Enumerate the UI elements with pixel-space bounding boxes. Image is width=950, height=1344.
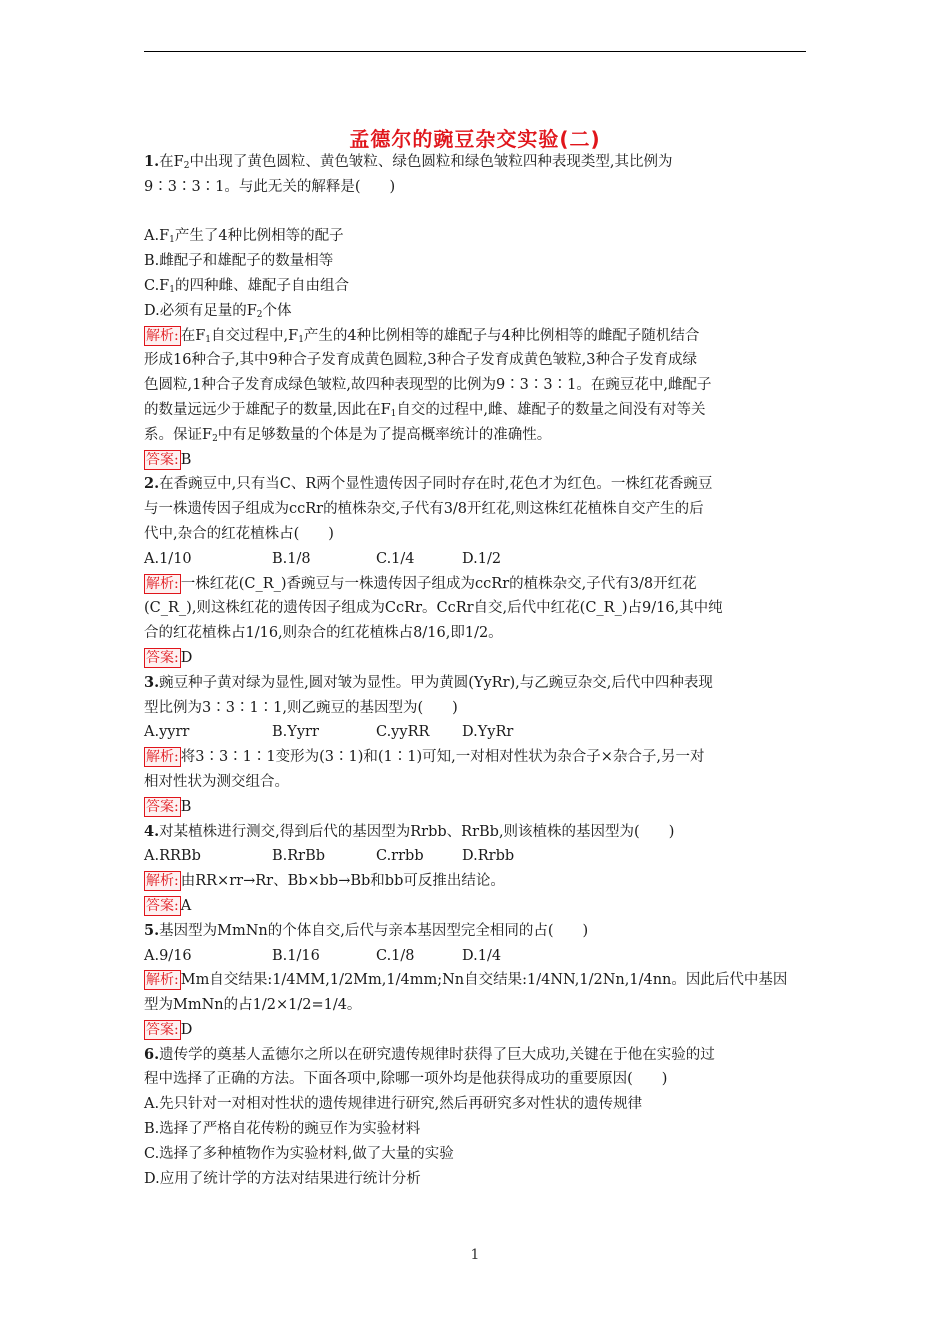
- q1-analysis-line1: 解析: 在$F_1$自交过程中$,F_1$产生的4种比例相等的雄配子与4种比例相等的雌配子随机结合: [146, 327, 700, 345]
- q6-stem-line2: 程中选择了正确的方法。下面各项中,除哪一项外均是他获得成功的重要原因( ): [144, 1071, 668, 1088]
- analysis-tag: 解析:: [146, 972, 179, 989]
- q1-stem-line2: 9∶3∶3∶1。与此无关的解释是( ): [144, 178, 396, 195]
- q3-analysis-line2: 相对性状为测交组合。: [144, 773, 289, 790]
- q4-options: [144, 844, 808, 869]
- q4-analysis-line1: 解析: 由RR×rr→Rr、Bb×bb→Bb和bb可反推出结论。: [146, 873, 505, 890]
- q1-option-c: $C.F_1$的四种雌、雄配子自由组合: [144, 277, 349, 295]
- q5-option-c: C.1/8: [376, 947, 415, 964]
- q5-option-a: A.9/16: [144, 947, 192, 964]
- answer-tag: 答案:: [146, 649, 179, 666]
- q4-option-c: C.rrbb: [376, 848, 424, 865]
- q6-option-a: A.先只针对一对相对性状的遗传规律进行研究,然后再研究多对性状的遗传规律: [144, 1096, 643, 1113]
- analysis-tag: 解析:: [146, 749, 179, 766]
- q6-stem-line1: 6.遗传学的奠基人孟德尔之所以在研究遗传规律时获得了巨大成功,关键在于他在实验的过: [144, 1045, 715, 1063]
- q3-stem-line2: 型比例为3∶3∶1∶1,则乙豌豆的基因型为( ): [144, 699, 458, 716]
- q5-option-d: D.1/4: [462, 947, 502, 964]
- q1-analysis-line5: 系。保证$F_2$中有足够数量的个体是为了提高概率统计的准确性。: [144, 426, 552, 444]
- q1-option-d: D.必须有足量的$F_2$个体: [144, 302, 292, 320]
- answer-tag: 答案:: [146, 451, 179, 468]
- q2-option-c: C.1/4: [376, 550, 415, 567]
- q3-options: [144, 720, 808, 745]
- q2-number: 2.: [144, 475, 160, 493]
- q3-option-a: A.yyrr: [144, 724, 190, 741]
- q4-answer: 答案: A: [146, 897, 192, 914]
- q2-stem-line1: 2.在香豌豆中,只有当C、R两个显性遗传因子同时存在时,花色才为红色。一株红花香豌豆: [144, 475, 713, 493]
- q5-analysis-line2: 型为MmNn的占1/2×1/2=1/4。: [144, 997, 362, 1014]
- q4-option-a: A.RRBb: [144, 848, 201, 865]
- q1-analysis-line2: 形成16种合子,其中9种合子发育成黄色圆粒,3种合子发育成黄色皱粒,3种合子发育成绿: [144, 352, 697, 369]
- answer-tag: 答案:: [146, 798, 179, 815]
- header-rule: [144, 51, 806, 52]
- q1-option-b: B.雌配子和雄配子的数量相等: [144, 253, 334, 270]
- q2-stem-line2: 与一株遗传因子组成为ccRr的植株杂交,子代有3/8开红花,则这株红花植株自交产生的后: [144, 501, 704, 518]
- q6-number: 6.: [144, 1045, 160, 1063]
- answer-tag: 答案:: [146, 897, 179, 914]
- page-title: 孟德尔的豌豆杂交实验(二): [349, 127, 601, 151]
- q4-option-b: B.RrBb: [272, 848, 326, 865]
- q1-option-a: $A.F_1$产生了4种比例相等的配子: [144, 228, 344, 246]
- q2-analysis-line2: (C_R_),则这株红花的遗传因子组成为CcRr。CcRr自交,后代中红花(C_R_)占9/16,其中纯: [144, 600, 723, 617]
- q2-answer: 答案: D: [146, 649, 193, 666]
- q5-option-b: B.1/16: [272, 947, 320, 964]
- q1-number: 1.: [144, 153, 160, 170]
- q2-stem-line3: 代中,杂合的红花植株占( ): [144, 525, 334, 542]
- q5-stem-line1: 5.基因型为MmNn的个体自交,后代与亲本基因型完全相同的占( ): [144, 921, 589, 939]
- q3-option-b: B.Yyrr: [272, 724, 319, 741]
- q6-option-d: D.应用了统计学的方法对结果进行统计分析: [144, 1170, 421, 1187]
- q4-stem-line1: 4.对某植株进行测交,得到后代的基因型为Rrbb、RrBb,则该植株的基因型为( ): [144, 822, 675, 840]
- answer-tag: 答案:: [146, 1021, 179, 1038]
- q5-analysis-line1: 解析: Mm自交结果:1/4MM,1/2Mm,1/4mm;Nn自交结果:1/4NN,1/2Nn,1/4nn。因此后代中基因: [146, 972, 788, 989]
- q5-number: 5.: [144, 921, 160, 939]
- q4-option-d: D.Rrbb: [462, 848, 515, 865]
- q6-option-b: B.选择了严格自花传粉的豌豆作为实验材料: [144, 1121, 421, 1138]
- analysis-tag: 解析:: [146, 575, 179, 592]
- q1-analysis-line3: 色圆粒,1种合子发育成绿色皱粒,故四种表现型的比例为9∶3∶3∶1。在豌豆花中,雌配子: [144, 377, 712, 394]
- q4-number: 4.: [144, 822, 160, 840]
- q1-answer: 答案: B: [146, 451, 192, 468]
- q2-options: [144, 547, 808, 572]
- q2-analysis-line3: 合的红花植株占1/16,则杂合的红花植株占8/16,即1/2。: [144, 625, 503, 642]
- document-body: [144, 150, 808, 1191]
- q3-number: 3.: [144, 673, 160, 691]
- q1-stem-line1: 1.在$F_2$中出现了黄色圆粒、黄色皱粒、绿色圆粒和绿色皱粒四种表现类型,其比例为: [144, 153, 673, 171]
- q1-analysis-line4: 的数量远远少于雄配子的数量,因此在$F_1$自交的过程中,雌、雄配子的数量之间没有对等关: [144, 401, 706, 419]
- q3-analysis-line1: 解析: 将3∶3∶1∶1变形为(3∶1)和(1∶1)可知,一对相对性状为杂合子×杂合子,另一对: [146, 749, 705, 766]
- q2-analysis-line1: 解析: 一株红花(C_R_)香豌豆与一株遗传因子组成为ccRr的植株杂交,子代有3/8开红花: [146, 575, 697, 592]
- q3-option-c: C.yyRR: [376, 724, 430, 741]
- q3-answer: 答案: B: [146, 798, 192, 815]
- q3-stem-line1: 3.豌豆种子黄对绿为显性,圆对皱为显性。甲为黄圆(YyRr),与乙豌豆杂交,后代中四种表现: [144, 673, 713, 691]
- q3-option-d: D.YyRr: [462, 724, 514, 741]
- q2-option-b: B.1/8: [272, 550, 311, 567]
- q5-options: [144, 944, 808, 969]
- analysis-tag: 解析:: [146, 327, 179, 344]
- analysis-tag: 解析:: [146, 873, 179, 890]
- q5-answer: 答案: D: [146, 1021, 193, 1038]
- page-number: 1: [470, 1247, 480, 1263]
- q2-option-d: D.1/2: [462, 550, 502, 567]
- q2-option-a: A.1/10: [144, 550, 192, 567]
- q6-option-c: C.选择了多种植物作为实验材料,做了大量的实验: [144, 1145, 454, 1162]
